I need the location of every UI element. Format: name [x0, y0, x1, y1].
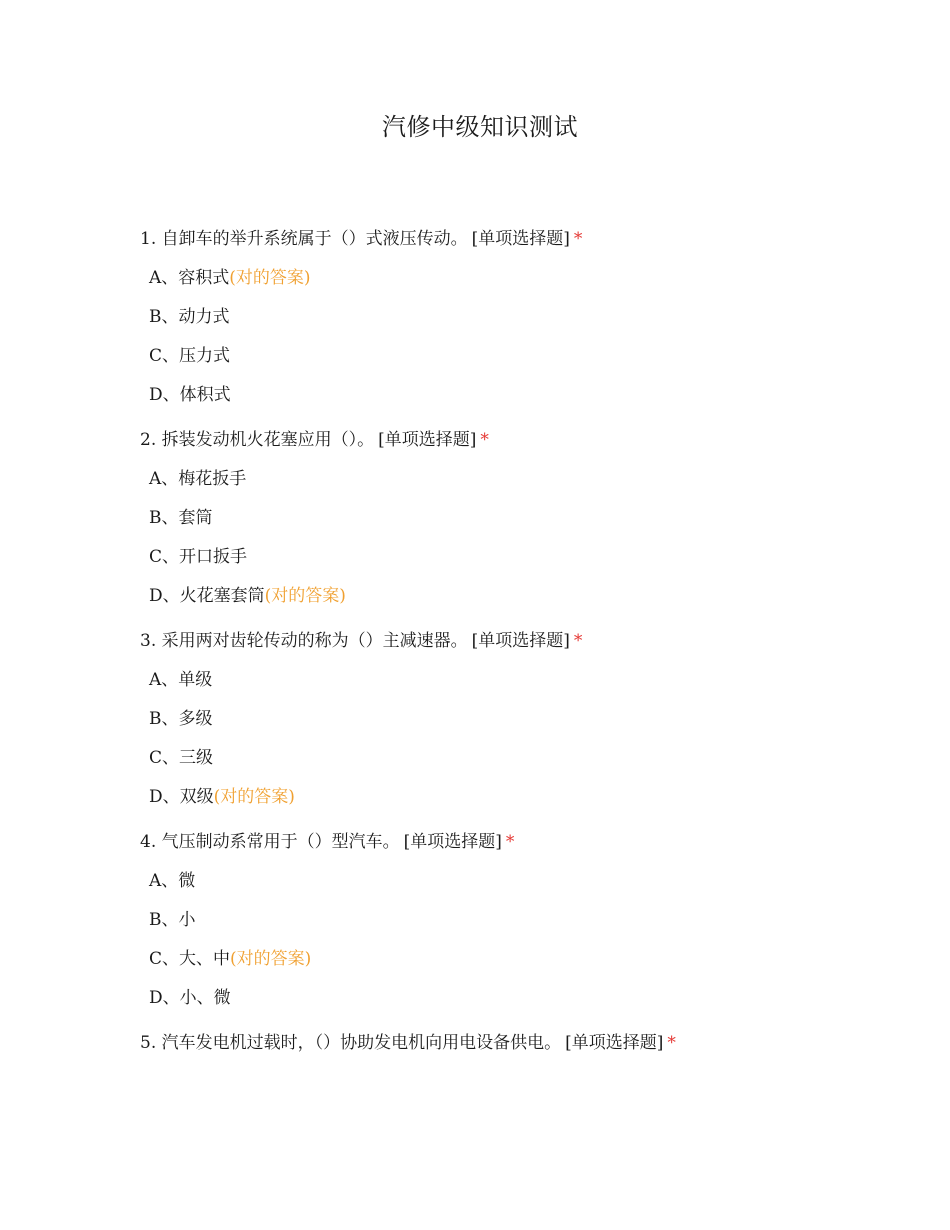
option-text: C、三级	[149, 748, 214, 768]
option-text: A、微	[149, 871, 196, 891]
question-1	[140, 224, 900, 410]
correct-answer-mark: (对的答案)	[230, 949, 312, 969]
option-text: D、小、微	[149, 988, 231, 1008]
question-4	[140, 827, 900, 1013]
required-marker: *	[667, 1033, 676, 1053]
option-text: C、开口扳手	[149, 547, 248, 567]
option-b	[149, 704, 900, 734]
required-marker: *	[505, 832, 515, 852]
option-d	[149, 380, 900, 410]
question-type-label: [单项选择题]	[403, 832, 502, 852]
option-b	[149, 905, 900, 935]
question-text: 1. 自卸车的举升系统属于（）式液压传动。	[140, 229, 468, 249]
required-marker: *	[480, 430, 489, 450]
option-text: D、体积式	[149, 385, 231, 405]
question-text: 4. 气压制动系常用于（）型汽车。	[140, 832, 400, 852]
option-b	[149, 302, 900, 332]
option-text: A、容积式	[149, 268, 230, 288]
page-title: 汽修中级知识测试	[382, 113, 578, 141]
question-stem	[140, 1028, 900, 1058]
option-c	[149, 944, 900, 974]
option-d	[149, 581, 900, 611]
option-text: A、单级	[149, 670, 213, 690]
question-text: 5. 汽车发电机过载时，（）协助发电机向用电设备供电。	[140, 1033, 562, 1053]
option-d	[149, 782, 900, 812]
question-stem	[140, 827, 900, 857]
question-stem	[140, 224, 900, 254]
question-3	[140, 626, 900, 812]
question-list	[140, 224, 900, 1073]
question-2	[140, 425, 900, 611]
question-type-label: [单项选择题]	[565, 1033, 664, 1053]
question-type-label: [单项选择题]	[471, 631, 570, 651]
option-text: C、压力式	[149, 346, 231, 366]
option-text: D、火花塞套筒	[149, 586, 265, 606]
option-text: B、多级	[149, 709, 213, 729]
option-a	[149, 263, 900, 293]
option-d	[149, 983, 900, 1013]
required-marker: *	[573, 631, 583, 651]
question-5	[140, 1028, 900, 1058]
question-type-label: [单项选择题]	[378, 430, 477, 450]
question-text: 2. 拆装发动机火花塞应用（）。	[140, 430, 375, 450]
question-text: 3. 采用两对齿轮传动的称为（）主减速器。	[140, 631, 468, 651]
question-stem	[140, 425, 900, 455]
required-marker: *	[573, 229, 583, 249]
option-a	[149, 665, 900, 695]
option-c	[149, 341, 900, 371]
question-stem	[140, 626, 900, 656]
option-text: C、大、中	[149, 949, 231, 969]
correct-answer-mark: (对的答案)	[264, 586, 346, 606]
option-a	[149, 464, 900, 494]
option-text: B、小	[149, 910, 196, 930]
option-text: B、套筒	[149, 508, 213, 528]
option-text: B、动力式	[149, 307, 230, 327]
option-text: D、双级	[149, 787, 214, 807]
option-text: A、梅花扳手	[149, 469, 247, 489]
option-c	[149, 542, 900, 572]
option-a	[149, 866, 900, 896]
question-type-label: [单项选择题]	[471, 229, 570, 249]
option-c	[149, 743, 900, 773]
correct-answer-mark: (对的答案)	[213, 787, 295, 807]
option-b	[149, 503, 900, 533]
correct-answer-mark: (对的答案)	[229, 268, 311, 288]
